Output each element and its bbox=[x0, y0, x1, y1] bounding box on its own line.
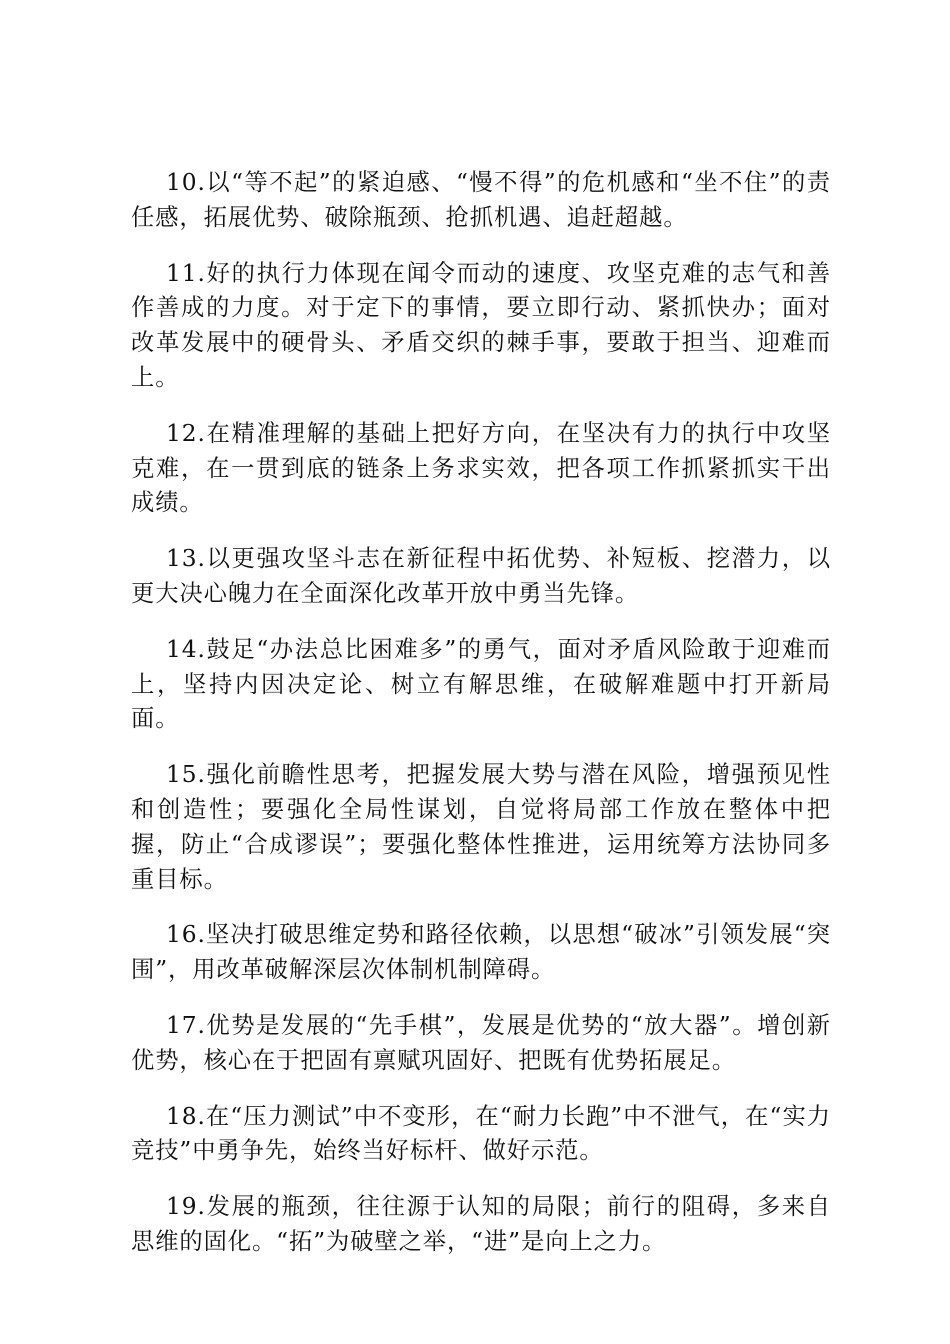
paragraph-12: 12.在精准理解的基础上把好方向，在坚决有力的执行中攻坚克难，在一贯到底的链条上务求实效，把各项工作抓紧抓实干出成绩。 bbox=[131, 419, 831, 517]
paragraph-14: 14.鼓足“办法总比困难多”的勇气，面对矛盾风险敢于迎难而上，坚持内因决定论、树立有解思维，在破解难题中打开新局面。 bbox=[131, 635, 831, 733]
paragraph-11: 11.好的执行力体现在闻令而动的速度、攻坚克难的志气和善作善成的力度。对于定下的事情，要立即行动、紧抓快办；面对改革发展中的硬骨头、矛盾交织的棘手事，要敢于担当、迎难而上。 bbox=[131, 259, 831, 391]
paragraph-13: 13.以更强攻坚斗志在新征程中拓优势、补短板、挖潜力，以更大决心魄力在全面深化改革开放中勇当先锋。 bbox=[131, 545, 831, 607]
paragraph-16: 16.坚决打破思维定势和路径依赖，以思想“破冰”引领发展“突围”，用改革破解深层次体制机制障碍。 bbox=[131, 921, 831, 984]
paragraph-15: 15.强化前瞻性思考，把握发展大势与潜在风险，增强预见性和创造性；要强化全局性谋划，自觉将局部工作放在整体中把握，防止“合成谬误”；要强化整体性推进，运用统筹方法协同多重目标。 bbox=[131, 761, 831, 893]
paragraph-17: 17.优势是发展的“先手棋”，发展是优势的“放大器”。增创新优势，核心在于把固有禀赋巩固好、把既有优势拓展足。 bbox=[131, 1011, 831, 1074]
paragraph-10: 10.以“等不起”的紧迫感、“慢不得”的危机感和“坐不住”的责任感，拓展优势、破除瓶颈、抢抓机遇、追赶超越。 bbox=[131, 169, 831, 231]
paragraph-18: 18.在“压力测试”中不变形，在“耐力长跑”中不泄气，在“实力竞技”中勇争先，始终当好标杆、做好示范。 bbox=[131, 1102, 831, 1165]
document-body bbox=[131, 166, 831, 1281]
paragraph-19: 19.发展的瓶颈，往往源于认知的局限；前行的阻碍，多来自思维的固化。“拓”为破壁之举，“进”是向上之力。 bbox=[131, 1193, 831, 1255]
